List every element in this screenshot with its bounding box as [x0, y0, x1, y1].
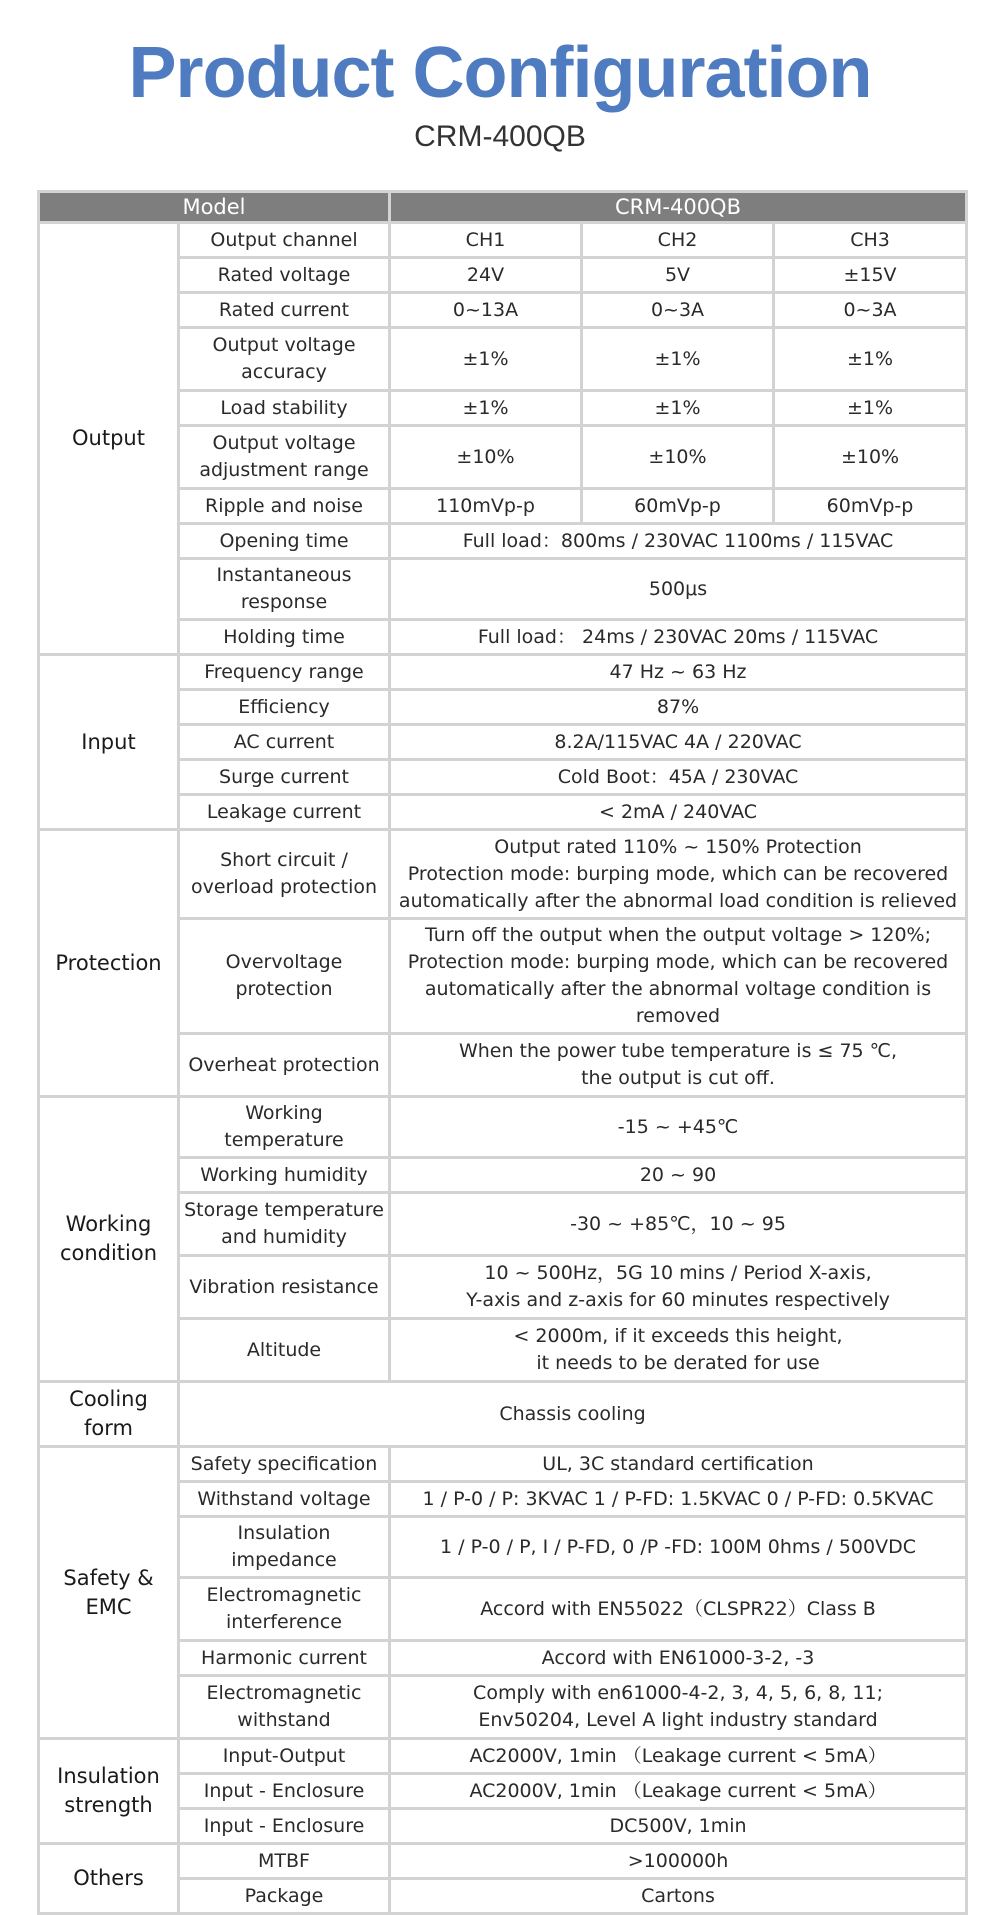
cell-value: -30 ~ +85℃，10 ~ 95: [391, 1194, 965, 1254]
row-label: Insulation impedance: [180, 1518, 388, 1576]
cell-line: Protection mode: burping mode, which can be recovered: [407, 951, 949, 973]
cell-line: automatically after the abnormal load condition is relieved: [398, 889, 958, 912]
table-header-row: [40, 193, 965, 221]
row-label: [180, 1579, 388, 1639]
cell-value: 60mVp-p: [775, 490, 965, 522]
row-label: [180, 831, 388, 917]
table-row: [40, 726, 965, 758]
group-working-condition: Working condition: [40, 1098, 177, 1380]
table-row: [40, 691, 965, 723]
group-cooling-form: Cooling form: [40, 1383, 177, 1445]
cell-value: 60mVp-p: [583, 490, 772, 522]
row-label: AC current: [180, 726, 388, 758]
cell-value: 87%: [391, 691, 965, 723]
cell-line: Turn off the output when the output voltage > 120%;: [425, 924, 932, 946]
cell-value: Accord with EN61000-3-2, -3: [391, 1642, 965, 1674]
cell-value: CH2: [583, 224, 772, 256]
table-row: [40, 525, 965, 557]
table-row: [40, 490, 965, 522]
table-row: [40, 796, 965, 828]
row-label: Input - Enclosure: [180, 1810, 388, 1842]
table-row: [40, 1642, 965, 1674]
cell-value: 0~13A: [391, 294, 580, 326]
cell-value: [391, 1320, 965, 1380]
cell-value: AC2000V, 1min （Leakage current < 5mA）: [391, 1775, 965, 1807]
table-row: [40, 1579, 965, 1639]
cell-value: 20 ~ 90: [391, 1159, 965, 1191]
table-row: [40, 1483, 965, 1515]
cell-value: 1 / P-0 / P: 3KVAC 1 / P-FD: 1.5KVAC 0 / P-FD: 0.5KVAC: [391, 1483, 965, 1515]
row-label: Opening time: [180, 525, 388, 557]
cell-value: 0~3A: [775, 294, 965, 326]
cell-value: [391, 920, 965, 1032]
cell-value: ±1%: [583, 392, 772, 424]
row-label: Vibration resistance: [180, 1257, 388, 1317]
table-row: [40, 761, 965, 793]
cell-value: 5V: [583, 259, 772, 291]
table-row: [40, 1257, 965, 1317]
row-label: Working humidity: [180, 1159, 388, 1191]
table-row: [40, 1383, 965, 1445]
cell-value: ±10%: [775, 427, 965, 487]
cell-value: 1 / P-0 / P, I / P-FD, 0 /P -FD: 100M 0hms / 500VDC: [391, 1518, 965, 1576]
cell-value: Cold Boot：45A / 230VAC: [391, 761, 965, 793]
group-others: Others: [40, 1845, 177, 1912]
table-row: [40, 1194, 965, 1254]
row-label: Harmonic current: [180, 1642, 388, 1674]
row-label: MTBF: [180, 1845, 388, 1877]
cell-value: [391, 1257, 965, 1317]
cell-value: DC500V, 1min: [391, 1810, 965, 1842]
table-row: [40, 427, 965, 487]
row-label: Overheat protection: [180, 1035, 388, 1095]
table-row: [40, 831, 965, 917]
cell-line: it needs to be derated for use: [536, 1352, 820, 1374]
header-product: CRM-400QB: [391, 193, 965, 221]
row-label-line: overload protection: [190, 876, 378, 898]
row-label-line: and humidity: [221, 1226, 347, 1248]
group-output: Output: [40, 224, 177, 653]
row-label-line: withstand: [237, 1709, 331, 1731]
row-label-line: interference: [226, 1611, 342, 1633]
cell-line: When the power tube temperature is ≤ 75 ℃,: [458, 1040, 898, 1062]
row-label: Altitude: [180, 1320, 388, 1380]
table-row: [40, 1740, 965, 1772]
row-label: Rated voltage: [180, 259, 388, 291]
row-label: Package: [180, 1880, 388, 1912]
table-row: [40, 1880, 965, 1912]
cell-value: -15 ~ +45℃: [391, 1098, 965, 1156]
row-label-line: Electromagnetic: [206, 1584, 362, 1606]
table-row: [40, 1677, 965, 1737]
cell-line: Y-axis and z-axis for 60 minutes respectively: [466, 1289, 890, 1311]
table-row: [40, 1035, 965, 1095]
group-insulation-strength: Insulation strength: [40, 1740, 177, 1842]
row-label: [180, 1677, 388, 1737]
cell-value: Accord with EN55022（CLSPR22）Class B: [391, 1579, 965, 1639]
cell-value: >100000h: [391, 1845, 965, 1877]
cell-value: ±1%: [775, 329, 965, 389]
cell-value: AC2000V, 1min （Leakage current < 5mA）: [391, 1740, 965, 1772]
row-label: Efficiency: [180, 691, 388, 723]
row-label: Output channel: [180, 224, 388, 256]
cell-value: ±10%: [583, 427, 772, 487]
cell-value: [391, 1035, 965, 1095]
cell-value: Chassis cooling: [180, 1383, 965, 1445]
cell-value: ±1%: [583, 329, 772, 389]
table-row: [40, 1320, 965, 1380]
cell-value: 0~3A: [583, 294, 772, 326]
row-label: Withstand voltage: [180, 1483, 388, 1515]
table-row: [40, 656, 965, 688]
row-label: Rated current: [180, 294, 388, 326]
table-row: [40, 1159, 965, 1191]
row-label-line: Short circuit /: [220, 849, 348, 871]
cell-value: ±10%: [391, 427, 580, 487]
row-label: Frequency range: [180, 656, 388, 688]
table-row: [40, 920, 965, 1032]
row-label: [180, 427, 388, 487]
group-protection: Protection: [40, 831, 177, 1095]
row-label: Load stability: [180, 392, 388, 424]
cell-value: ±15V: [775, 259, 965, 291]
cell-line: < 2000m, if it exceeds this height,: [513, 1325, 843, 1347]
table-row: [40, 1810, 965, 1842]
table-row: [40, 329, 965, 389]
cell-value: Full load：800ms / 230VAC 1100ms / 115VAC: [391, 525, 965, 557]
row-label: Surge current: [180, 761, 388, 793]
cell-value: CH3: [775, 224, 965, 256]
cell-line: Output rated 110% ~ 150% Protection: [494, 835, 862, 858]
row-label: Input - Enclosure: [180, 1775, 388, 1807]
table-row: [40, 621, 965, 653]
cell-value: ±1%: [391, 392, 580, 424]
row-label: Working temperature: [180, 1098, 388, 1156]
table-row: [40, 224, 965, 256]
cell-line: Env50204, Level A light industry standard: [478, 1709, 878, 1731]
table-row: [40, 392, 965, 424]
group-input: Input: [40, 656, 177, 828]
table-row: [40, 1098, 965, 1156]
cell-value: < 2mA / 240VAC: [391, 796, 965, 828]
cell-value: CH1: [391, 224, 580, 256]
table-row: [40, 1518, 965, 1576]
row-label: Safety specification: [180, 1448, 388, 1480]
cell-value: [391, 831, 965, 917]
cell-value: 500μs: [391, 560, 965, 618]
cell-value: [391, 1677, 965, 1737]
cell-value: 24V: [391, 259, 580, 291]
page-subtitle: CRM-400QB: [414, 120, 586, 153]
cell-value: 8.2A/115VAC 4A / 220VAC: [391, 726, 965, 758]
row-label: Overvoltage protection: [180, 920, 388, 1032]
cell-line: automatically after the abnormal voltage condition is removed: [424, 978, 932, 1027]
row-label: [180, 329, 388, 389]
group-safety-emc: Safety & EMC: [40, 1448, 177, 1737]
row-label: Input-Output: [180, 1740, 388, 1772]
table-row: [40, 1448, 965, 1480]
cell-line: Comply with en61000-4-2, 3, 4, 5, 6, 8, 11;: [473, 1682, 883, 1704]
cell-line: the output is cut off.: [581, 1067, 775, 1089]
table-row: [40, 1845, 965, 1877]
cell-value: ±1%: [775, 392, 965, 424]
row-label-line: Output voltage: [212, 334, 356, 356]
cell-line: 10 ~ 500Hz，5G 10 mins / Period X-axis,: [484, 1262, 872, 1284]
table-row: [40, 1775, 965, 1807]
row-label: Holding time: [180, 621, 388, 653]
row-label-line: Output voltage: [212, 432, 356, 454]
row-label: [180, 1194, 388, 1254]
cell-value: ±1%: [391, 329, 580, 389]
header-model: Model: [40, 193, 388, 221]
cell-line: Protection mode: burping mode, which can be recovered: [407, 862, 949, 885]
row-label: Ripple and noise: [180, 490, 388, 522]
spec-table: [37, 190, 968, 1915]
page-title: Product Configuration: [128, 33, 872, 113]
cell-value: UL, 3C standard certification: [391, 1448, 965, 1480]
table-row: [40, 294, 965, 326]
row-label: Leakage current: [180, 796, 388, 828]
table-row: [40, 259, 965, 291]
table-row: [40, 560, 965, 618]
row-label: Instantaneous response: [180, 560, 388, 618]
row-label-line: accuracy: [241, 361, 327, 383]
cell-value: Full load： 24ms / 230VAC 20ms / 115VAC: [391, 621, 965, 653]
cell-value: 110mVp-p: [391, 490, 580, 522]
cell-value: 47 Hz ~ 63 Hz: [391, 656, 965, 688]
row-label-line: adjustment range: [199, 459, 369, 481]
row-label-line: Electromagnetic: [206, 1682, 362, 1704]
cell-value: Cartons: [391, 1880, 965, 1912]
row-label-line: Storage temperature: [184, 1199, 384, 1221]
